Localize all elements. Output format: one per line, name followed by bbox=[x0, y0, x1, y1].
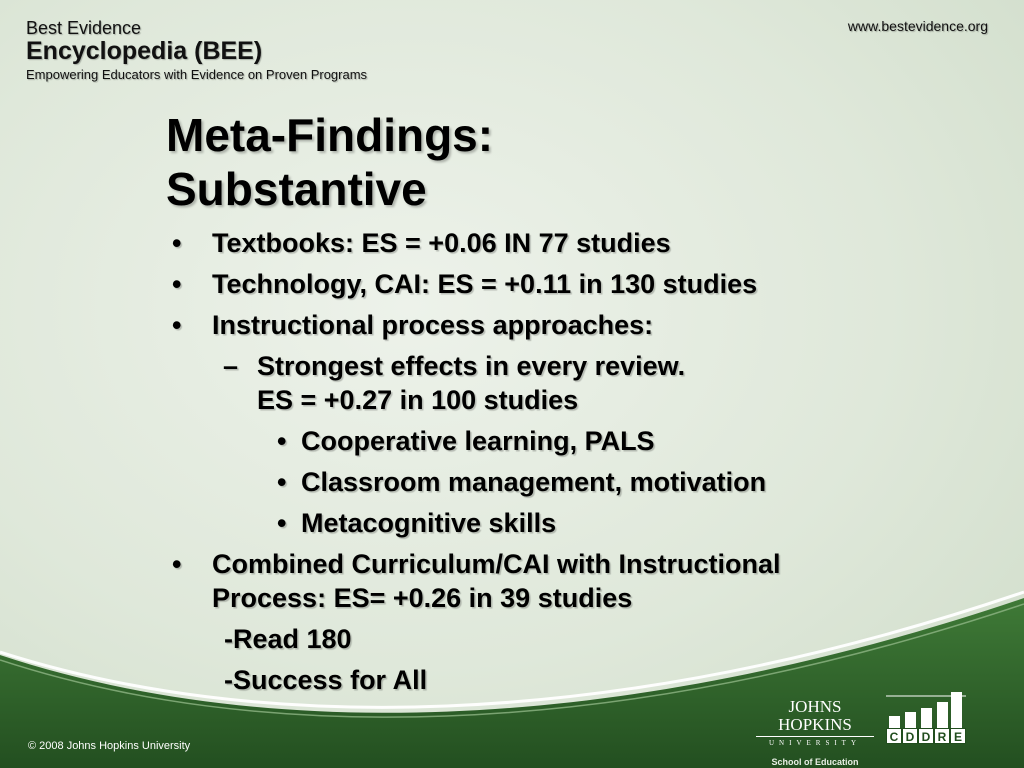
jhu-university: UNIVERSITY bbox=[756, 736, 874, 749]
bullet-continuation bbox=[212, 582, 632, 615]
bullet-item bbox=[172, 268, 758, 301]
program-item bbox=[224, 664, 427, 697]
johns-hopkins-logo bbox=[756, 698, 874, 767]
bullet-item bbox=[172, 548, 781, 581]
bullet-marker: • bbox=[277, 426, 287, 456]
sub-sub-bullet-item bbox=[277, 507, 557, 540]
bullet-text: Cooperative learning, PALS bbox=[301, 426, 655, 456]
bullet-text: Strongest effects in every review. bbox=[257, 351, 686, 381]
cddre-letter: C bbox=[886, 728, 902, 744]
bullet-marker: • bbox=[172, 269, 182, 299]
bullet-marker: • bbox=[172, 228, 182, 258]
cddre-logo bbox=[886, 688, 966, 746]
bullet-text: -Read 180 bbox=[224, 624, 352, 654]
bullet-marker: • bbox=[172, 310, 182, 340]
sub-bullet-continuation bbox=[257, 384, 578, 417]
bee-brand bbox=[26, 18, 367, 84]
cddre-letter: D bbox=[902, 728, 918, 744]
brand-title-line1: Best Evidence bbox=[26, 18, 142, 38]
cddre-letter: R bbox=[934, 728, 950, 744]
website-url[interactable]: www.bestevidence.org bbox=[847, 18, 988, 34]
brand-tagline: Empowering Educators with Evidence on Proven Programs bbox=[26, 67, 368, 82]
sub-bullet-item bbox=[223, 350, 686, 383]
slide-title-line1: Meta-Findings: bbox=[166, 109, 494, 161]
bullet-text: Technology, CAI: ES = +0.11 in 130 studies bbox=[212, 269, 758, 299]
bullet-text: Metacognitive skills bbox=[301, 508, 557, 538]
copyright-text: © 2008 Johns Hopkins University bbox=[28, 740, 191, 752]
bullet-item bbox=[172, 309, 654, 342]
bullet-text: ES = +0.27 in 100 studies bbox=[257, 385, 579, 415]
sub-sub-bullet-item bbox=[277, 466, 767, 499]
sub-sub-bullet-item bbox=[277, 425, 655, 458]
cddre-letter: E bbox=[950, 728, 966, 744]
bullet-text: Textbooks: ES = +0.06 IN 77 studies bbox=[212, 228, 671, 258]
cddre-letter: D bbox=[918, 728, 934, 744]
dash-marker: – bbox=[223, 351, 239, 381]
program-item bbox=[224, 623, 352, 656]
brand-title-line2: Encyclopedia (BEE) bbox=[26, 37, 263, 65]
bullet-marker: • bbox=[277, 508, 287, 538]
jhu-name: JOHNS HOPKINS bbox=[778, 697, 852, 734]
bullet-text: Classroom management, motivation bbox=[301, 467, 767, 497]
bullet-text: Combined Curriculum/CAI with Instructional bbox=[212, 549, 781, 579]
bullet-text: -Success for All bbox=[224, 665, 428, 695]
slide-title-line2: Substantive bbox=[166, 163, 427, 215]
slide-title bbox=[166, 108, 493, 216]
cddre-bars-icon bbox=[886, 688, 966, 728]
jhu-school: School of Education bbox=[771, 757, 859, 767]
cddre-letters bbox=[886, 728, 966, 744]
bullet-text: Instructional process approaches: bbox=[212, 310, 654, 340]
bullet-marker: • bbox=[172, 549, 182, 579]
bullet-text: Process: ES= +0.26 in 39 studies bbox=[212, 583, 633, 613]
bullet-marker: • bbox=[277, 467, 287, 497]
bullet-item bbox=[172, 227, 671, 260]
